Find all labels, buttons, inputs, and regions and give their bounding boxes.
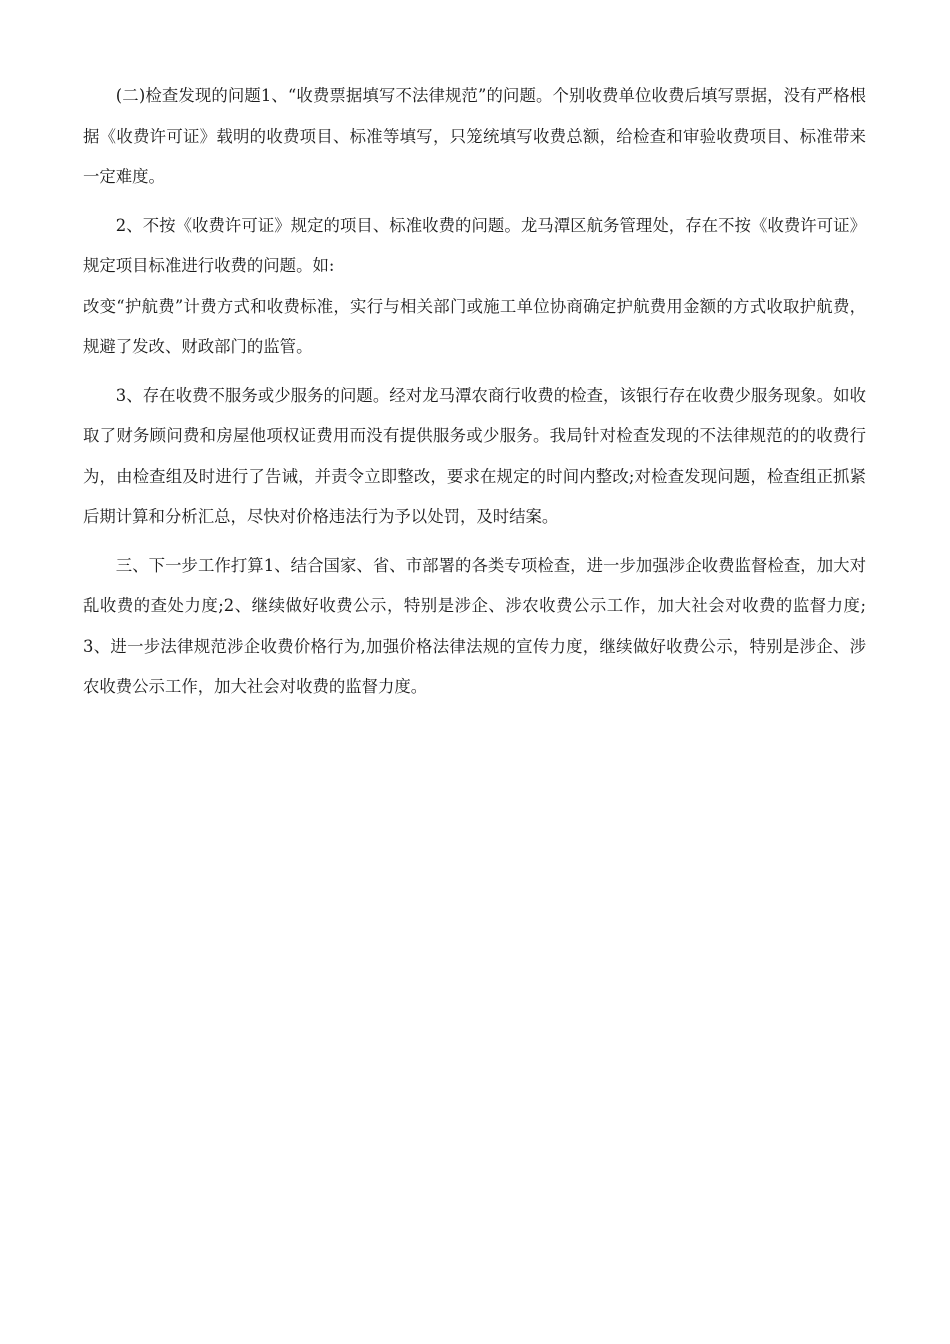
paragraph-license-violation: 2、不按《收费许可证》规定的项目、标准收费的问题。龙马潭区航务管理处，存在不按《收费许可证》规定项目标准进行收费的问题。如:	[83, 215, 866, 275]
paragraph-service-issue: 3、存在收费不服务或少服务的问题。经对龙马潭农商行收费的检查，该银行存在收费少服务现象。如收取了财务顾问费和房屋他项权证费用而没有提供服务或少服务。我局针对检查发现的不法律规范的的收费行为，由检查组及时进行了告诫，并责令立即整改，要求在规定的时间内整改;对检查发现问题，检查组正抓紧后期计算和分析汇总，尽快对价格违法行为予以处罚，及时结案。	[83, 385, 866, 526]
paragraph-inspection-issues: (二)检查发现的问题1、“收费票据填写不法律规范”的问题。个别收费单位收费后填写票据，没有严格根据《收费许可证》载明的收费项目、标准等填写，只笼统填写收费总额，给检查和审验收费项目、标准带来一定难度。	[83, 86, 866, 186]
paragraph-next-steps: 三、下一步工作打算1、结合国家、省、市部署的各类专项检查，进一步加强涉企收费监督检查，加大对乱收费的查处力度;2、继续做好收费公示，特别是涉企、涉农收费公示工作，加大社会对收费的监督力度;3、进一步法律规范涉企收费价格行为,加强价格法律法规的宣传力度，继续做好收费公示，特别是涉企、涉农收费公示工作，加大社会对收费的监督力度。	[83, 555, 866, 696]
paragraph-escort-fee: 改变“护航费”计费方式和收费标准，实行与相关部门或施工单位协商确定护航费用金额的方式收取护航费，规避了发改、财政部门的监管。	[83, 296, 866, 356]
